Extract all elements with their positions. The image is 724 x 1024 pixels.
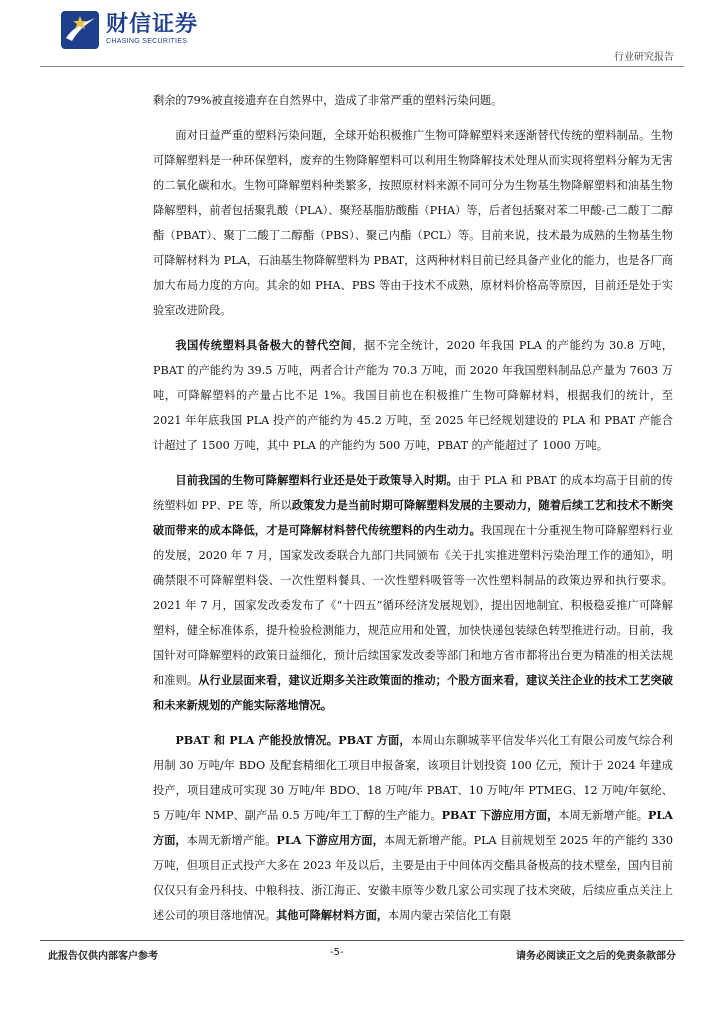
footer-disclaimer-right: 请务必阅读正文之后的免责条款部分 (516, 951, 676, 962)
body-paragraph (153, 468, 673, 718)
report-type-label: 行业研究报告 (614, 52, 674, 63)
body-paragraph (153, 333, 673, 458)
brand-name-cn: 财信证券 (106, 12, 199, 37)
text-segment: ，据不完全统计，2020 年我国 PLA 的产能约为 30.8 万吨，PBAT 的产能约为 39.5 万吨，两者合计产能为 70.3 万吨，而 2020 年我国塑料制品总产量为 7603 万吨，可降解塑料的产量占比不足 1%。我国目前也在积极推广生物可降解材料，根据我们的统计，至 2021 年年底我国 PLA 投产的产能约为 45.2 万吨，至 2025 年已经规划建设的 PLA 和 PBAT 产能合计超过了 1500 万吨，其中 PLA 的产能约为 500 万吨，PBAT 的产能超过了 1000 万吨。 (153, 339, 673, 452)
footer-disclaimer-left: 此报告仅供内部客户参考 (48, 951, 158, 962)
footer-divider (40, 940, 684, 941)
header-divider (40, 66, 684, 67)
bold-text-segment: 从行业层面来看，建议近期多关注政策面的推动；个股方面来看，建议关注企业的技术工艺突破和未来新规划的产能实际落地情况。 (153, 673, 673, 712)
brand-name-en: CHASING SECURITIES (106, 38, 188, 45)
bold-text-segment: PBAT 下游应用方面， (441, 808, 559, 822)
text-segment: 由于 PLA 和 PBAT 的成本均高于目前的传统塑料如 PP、PE 等，所以 (153, 474, 673, 512)
text-segment: 本周山东聊城莘平信发华兴化工有限公司废气综合利用制 30 万吨/年 BDO 及配套精细化工项目申报备案，该项目计划投资 100 亿元，预计于 2024 年建成投产，项目建成可实现 30 万吨/年 BDO、18 万吨/年 PBAT、10 万吨/年 PTMEG、12 万吨/年氨纶、5 万吨/年 NMP、副产品 0.5 万吨/年工丁醇的生产能力。 (153, 734, 673, 822)
bold-text-segment: PLA 方面， (153, 808, 673, 847)
text-segment: 本周无新增产能。 (558, 809, 649, 822)
page-header (40, 0, 684, 70)
bold-text-segment: 政策发力是当前时期可降解塑料发展的主要动力，随着后续工艺和技术不断突破而带来的成本降低，才是可降解材料替代传统塑料的内生动力。 (153, 498, 673, 537)
text-segment: 面对日益严重的塑料污染问题，全球开始积极推广生物可降解塑料来逐渐替代传统的塑料制品。生物可降解塑料是一种环保塑料，废弃的生物降解塑料可以利用生物降解技术处理从而实现将塑料分解为无害的二氧化碳和水。生物可降解塑料种类繁多，按照原材料来源不同可分为生物基生物降解塑料和油基生物降解塑料，前者包括聚乳酸（PLA）、聚羟基脂肪酸酯（PHA）等，后者包括聚对苯二甲酸-己二酸丁二醇酯（PBAT）、聚丁二酸丁二醇酯（PBS）、聚己内酯（PCL）等。目前来说，技术最为成熟的生物基生物可降解材料为 PLA，石油基生物降解塑料为 PBAT，这两种材料目前已经具备产业化的能力，也是各厂商加大布局力度的方向。其余的如 PHA、PBS 等由于技术不成熟，原材料价格高等原因，目前还是处于实验室改进阶段。 (153, 129, 673, 317)
page-number: -5- (330, 947, 344, 958)
text-segment: 本周内蒙古荣信化工有限 (387, 909, 512, 922)
company-logo (60, 10, 198, 50)
star-swoosh-logo-icon (60, 10, 100, 50)
bold-text-segment: PLA 下游应用方面， (276, 833, 384, 847)
bold-text-segment: 我国传统塑料具备极大的替代空间 (175, 338, 353, 352)
body-paragraph (153, 123, 673, 323)
text-segment: 剩余的79%被直接遗弃在自然界中，造成了非常严重的塑料污染问题。 (153, 94, 503, 107)
bold-text-segment: 其他可降解材料方面， (276, 908, 388, 922)
report-body (153, 88, 673, 938)
text-segment: 我国现在十分重视生物可降解塑料行业的发展，2020 年 7 月，国家发改委联合九部门共同颁布《关于扎实推进塑料污染治理工作的通知》，明确禁限不可降解塑料袋、一次性塑料餐具、一次性塑料吸管等一次性塑料制品的政策边界和执行要求。2021 年 7 月，国家发改委发布了《“十四五”循环经济发展规划》，提出因地制宜、积极稳妥推广可降解塑料，健全标准体系，提升检验检测能力，规范应用和处置，加快快递包装绿色转型推进行动。目前，我国针对可降解塑料的政策日益细化，预计后续国家发改委等部门和地方省市都将出台更为精准的相关法规和准则。 (153, 524, 673, 687)
bold-text-segment: PBAT 和 PLA 产能投放情况。PBAT 方面， (175, 733, 411, 747)
text-segment: 本周无新增产能。PLA 目前规划至 2025 年的产能约 330 万吨，但项目正式投产大多在 2023 年及以后，主要是由于中间体丙交酯具备极高的技术壁垒，国内目前仅仅只有金丹科技、中粮科技、浙江海正、安徽丰原等少数几家公司实现了技术突破，后续应重点关注上述公司的项目落地情况。 (153, 834, 673, 922)
text-segment: 本周无新增产能。 (186, 834, 277, 847)
body-paragraph (153, 88, 673, 113)
body-paragraph (153, 728, 673, 928)
bold-text-segment: 目前我国的生物可降解塑料行业还是处于政策导入时期。 (175, 473, 458, 487)
